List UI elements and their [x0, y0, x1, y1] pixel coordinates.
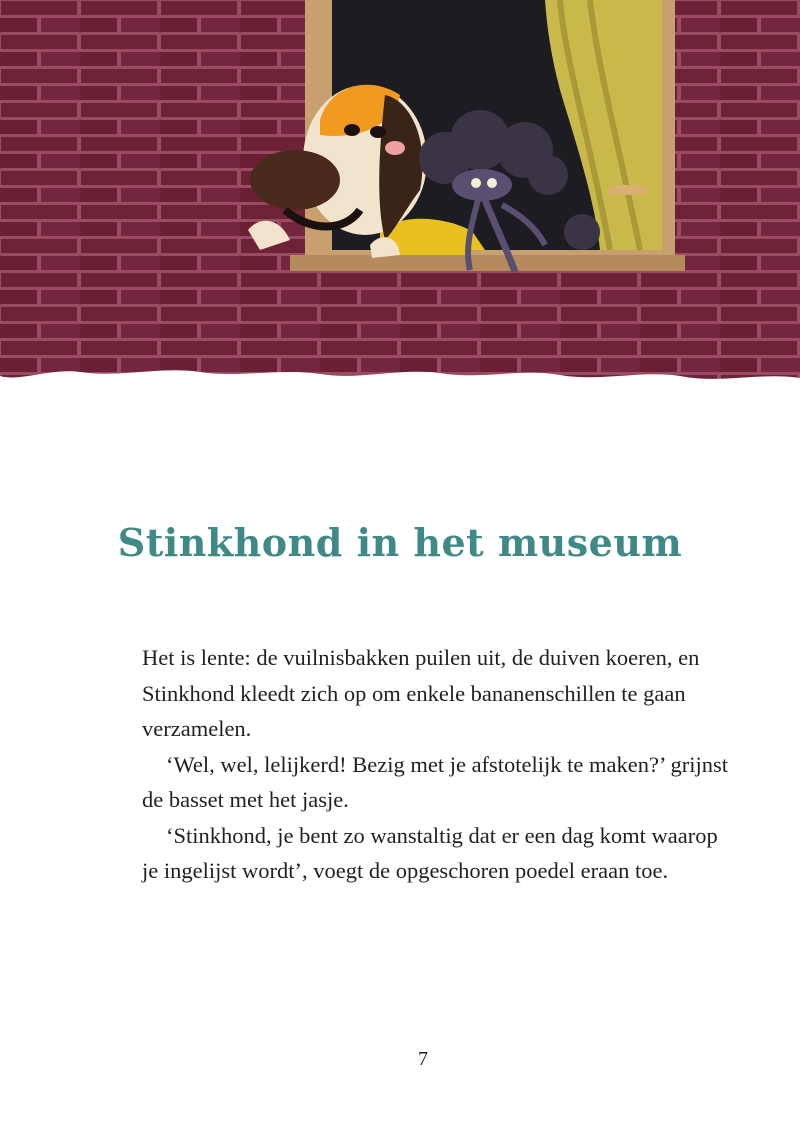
page-number: 7	[418, 1048, 428, 1070]
chapter-illustration	[0, 0, 800, 400]
body-text	[142, 640, 732, 889]
chapter-title: Stinkhond in het museum	[117, 520, 683, 565]
paragraph-2: ‘Wel, wel, lelijkerd! Bezig met je afstotelijk te maken?’ grijnst de basset met het jasje.	[142, 751, 728, 812]
paragraph-1: Het is lente: de vuilnisbakken puilen uit, de duiven koeren, en Stinkhond kleedt zich op om enkele bananenschillen te gaan verzamelen.	[142, 645, 700, 741]
paragraph-3: ‘Stinkhond, je bent zo wanstaltig dat er een dag komt waarop je ingelijst wordt’, voegt de opgeschoren poedel eraan toe.	[142, 822, 718, 883]
